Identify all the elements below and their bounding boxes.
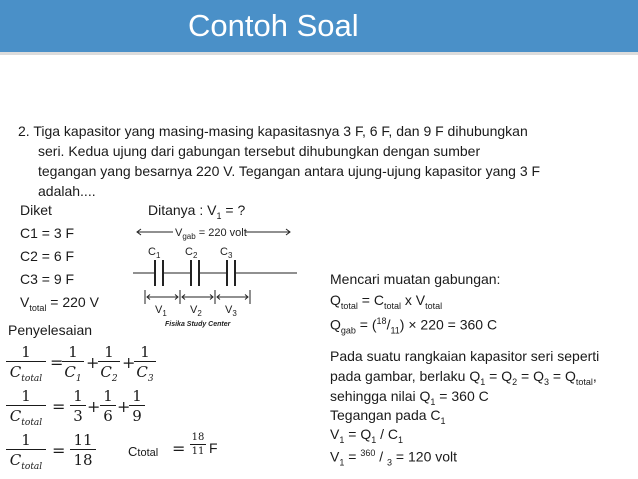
known-vtotal: $V_{total} = 220$ V xyxy=(20,294,99,313)
eq2-term-2: $\frac{1}{6}$ xyxy=(100,388,116,425)
explanation-line-4: Tegangan pada $C_1$ xyxy=(330,407,446,426)
known-heading: Diket xyxy=(20,202,52,218)
explanation-line-3: sehingga nilai $Q_1 = 360$ C xyxy=(330,388,489,407)
circuit-diagram xyxy=(125,220,305,332)
known-c2: C2 = 6 F xyxy=(20,248,75,264)
problem-line-3: tegangan yang besarnya 220 V. Tegangan antara ujung-ujung kapasitor yang 3 F xyxy=(38,163,541,179)
explanation-line-2: pada gambar, berlaku $Q_1 = Q_2 = Q_3 = Q_{total}$, xyxy=(330,368,597,387)
problem-line-2: seri. Kedua ujung dari gabungan tersebut dihubungkan dengan sumber xyxy=(38,143,481,159)
eq2-plus-2: + xyxy=(117,397,131,416)
known-c3: C3 = 9 F xyxy=(20,271,75,287)
eq3-left-fraction: 1 $C_{total}$ xyxy=(6,432,46,476)
eq1-plus-1: + xyxy=(86,353,100,372)
c3-label: $C_3$ xyxy=(220,246,233,260)
v3-label: $V_3$ xyxy=(225,304,237,318)
eq3-result: $\frac{11}{18}$ xyxy=(70,432,96,469)
eq2-term-1: $\frac{1}{3}$ xyxy=(70,388,86,425)
eq1-term-3: $\frac{1}{C_3}$ xyxy=(134,344,156,388)
eq1-plus-2: + xyxy=(122,353,136,372)
v2-label: $V_2$ xyxy=(190,304,202,318)
vgab-label: $V_{gab} = 220$ volt xyxy=(175,227,247,241)
eq3-equals: = xyxy=(52,441,66,460)
eq2-equals: = xyxy=(52,397,66,416)
ctotal-equals: = xyxy=(172,439,186,458)
charge-line-1: $Q_{total} = C_{total}$ x $V_{total}$ xyxy=(330,292,443,311)
explanation-line-5: $V_1 = Q_1 / C_1$ xyxy=(330,426,404,445)
eq1-term-2: $\frac{1}{C_2}$ xyxy=(98,344,120,388)
c2-label: $C_2$ xyxy=(185,246,198,260)
eq1-left-fraction: 1 $C_{total}$ xyxy=(6,344,46,388)
explanation-line-1: Pada suatu rangkaian kapasitor seri seperti xyxy=(330,348,600,364)
problem-line-4: adalah.... xyxy=(38,183,96,199)
known-c1: C1 = 3 F xyxy=(20,225,75,241)
diagram-caption: Fisika Study Center xyxy=(165,321,231,328)
title-bar xyxy=(0,0,638,55)
eq2-term-3: $\frac{1}{9}$ xyxy=(129,388,145,425)
eq2-plus-1: + xyxy=(87,397,101,416)
ctotal-label: Ctotal xyxy=(128,444,159,459)
charge-line-2: $Q_{gab} = (^{18}/_{11}) \times 220 = 360$ C xyxy=(330,316,498,336)
explanation-line-6: $V_1 = ^{360} / _3 = 120$ volt xyxy=(330,448,458,468)
eq1-term-1: $\frac{1}{C_1}$ xyxy=(62,344,84,388)
problem-line-1: 2. Tiga kapasitor yang masing-masing kapasitasnya 3 F, 6 F, dan 9 F dihubungkan xyxy=(18,123,528,139)
asked: Ditanya : $V_1$ = ? xyxy=(148,202,246,221)
ctotal-fraction: $\frac{18}{11}$ xyxy=(191,432,205,457)
eq1-equals: = xyxy=(50,353,64,372)
eq2-left-fraction: 1 $C_{total}$ xyxy=(6,388,46,432)
slide-title: Contoh Soal xyxy=(188,8,359,43)
charge-heading: Mencari muatan gabungan: xyxy=(330,271,501,287)
v1-label: $V_1$ xyxy=(155,304,167,318)
ctotal-unit: F xyxy=(209,440,218,456)
solution-heading: Penyelesaian xyxy=(8,322,93,338)
c1-label: $C_1$ xyxy=(148,246,161,260)
